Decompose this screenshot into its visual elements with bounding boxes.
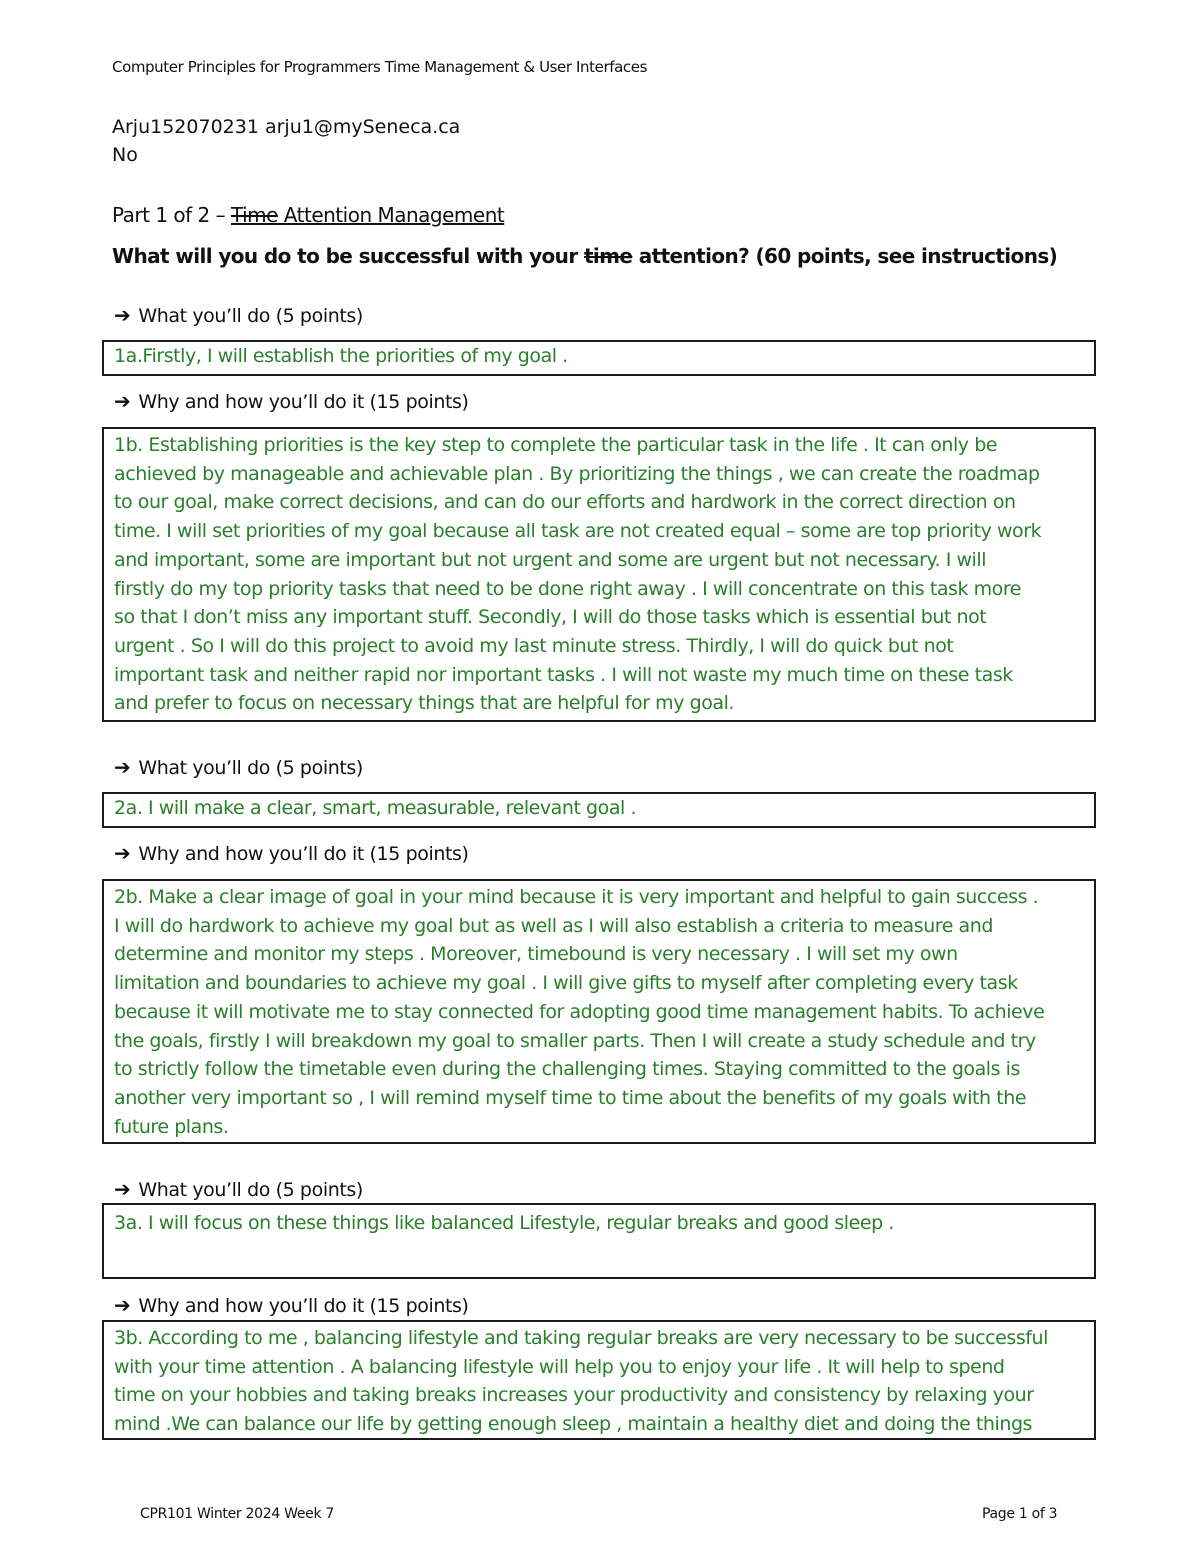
answer-line: the goals, firstly I will breakdown my goal to smaller parts. Then I will create a study schedule and try — [114, 1029, 1036, 1052]
prompt-label: Why and how you’ll do it (15 points) — [138, 843, 469, 865]
answer-line: and important, some are important but not urgent and some are urgent but not necessary. I will — [114, 548, 987, 571]
answer-line: achieved by manageable and achievable plan . By prioritizing the things , we can create the roadmap — [114, 462, 1040, 485]
answer-line: another very important so , I will remind myself time to time about the benefits of my goals with the — [114, 1086, 1027, 1109]
answer-line: determine and monitor my steps . Moreover, timebound is very necessary . I will set my own — [114, 943, 958, 966]
answer-line: 3b. According to me , balancing lifestyle and taking regular breaks are very necessary to be successful — [114, 1327, 1048, 1349]
answer-box-3a[interactable] — [102, 1203, 1096, 1279]
part-struck-word: Time — [231, 203, 278, 227]
answer-line: time. I will set priorities of my goal because all task are not created equal – some are top priority work — [114, 520, 1042, 543]
answer-line: time on your hobbies and taking breaks increases your productivity and consistency by relaxing your — [114, 1384, 1034, 1407]
question-prefix: What will you do to be successful with your — [112, 244, 584, 268]
prompt-label: What you’ll do (5 points) — [138, 305, 363, 327]
answer-line: because it will motivate me to stay connected for adopting good time management habits. To achieve — [114, 1000, 1045, 1023]
answer-line: limitation and boundaries to achieve my goal . I will give gifts to myself after completing every task — [114, 972, 1018, 995]
answer-line: so that I don’t miss any important stuff. Secondly, I will do those tasks which is essential but not — [114, 606, 987, 629]
prompt-what-3 — [114, 1177, 363, 1201]
answer-line: to strictly follow the timetable even during the challenging times. Staying committed to the goals is — [114, 1058, 1020, 1081]
part-title-underlined — [231, 203, 504, 227]
question-struck-word: time — [583, 244, 633, 268]
answer-box-1a[interactable] — [102, 340, 1096, 376]
prompt-why-2 — [114, 841, 469, 865]
part-title — [112, 203, 504, 227]
student-answer: No — [112, 144, 138, 166]
arrow-right-icon: ➔ — [114, 841, 131, 865]
prompt-why-3 — [114, 1293, 469, 1317]
answer-line: and prefer to focus on necessary things that are helpful for my goal. — [114, 692, 734, 715]
arrow-right-icon: ➔ — [114, 755, 131, 779]
answer-line: 2b. Make a clear image of goal in your mind because it is very important and helpful to gain success . — [114, 886, 1039, 908]
answer-line: 1a.Firstly, I will establish the priorities of my goal . — [114, 345, 568, 367]
arrow-right-icon: ➔ — [114, 1293, 131, 1317]
arrow-right-icon: ➔ — [114, 1177, 131, 1201]
prompt-label: What you’ll do (5 points) — [138, 1179, 363, 1201]
arrow-right-icon: ➔ — [114, 303, 131, 327]
answer-box-2a[interactable] — [102, 792, 1096, 828]
answer-line: firstly do my top priority tasks that need to be done right away . I will concentrate on this task more — [114, 577, 1022, 600]
prompt-label: Why and how you’ll do it (15 points) — [138, 1295, 469, 1317]
answer-line: with your time attention . A balancing lifestyle will help you to enjoy your life . It will help to spend — [114, 1355, 1005, 1378]
answer-line: future plans. — [114, 1115, 229, 1138]
answer-line: important task and neither rapid nor important tasks . I will not waste my much time on these task — [114, 663, 1013, 686]
prompt-why-1 — [114, 389, 469, 413]
answer-box-2b[interactable] — [102, 879, 1096, 1144]
answer-box-1b[interactable] — [102, 427, 1096, 722]
answer-line: to our goal, make correct decisions, and can do our efforts and hardwork in the correct direction on — [114, 491, 1016, 514]
answer-line: 1b. Establishing priorities is the key step to complete the particular task in the life . It can only be — [114, 434, 998, 456]
question-suffix: attention? (60 points, see instructions) — [632, 244, 1058, 268]
footer-course-week: CPR101 Winter 2024 Week 7 — [140, 1506, 335, 1522]
answer-line: I will do hardwork to achieve my goal but as well as I will also establish a criteria to measure and — [114, 914, 993, 937]
question-heading — [112, 244, 1057, 268]
part-prefix: Part 1 of 2 – — [112, 203, 231, 227]
answer-line: mind .We can balance our life by getting enough sleep , maintain a healthy diet and doing the things — [114, 1413, 1033, 1436]
part-title-rest: Attention Management — [277, 203, 505, 227]
answer-line: urgent . So I will do this project to avoid my last minute stress. Thirdly, I will do quick but not — [114, 634, 954, 657]
prompt-what-1 — [114, 303, 363, 327]
prompt-what-2 — [114, 755, 363, 779]
answer-line: 3a. I will focus on these things like balanced Lifestyle, regular breaks and good sleep . — [114, 1212, 894, 1234]
answer-line: 2a. I will make a clear, smart, measurable, relevant goal . — [114, 797, 637, 819]
page-header: Computer Principles for Programmers Time Management & User Interfaces — [112, 58, 647, 76]
prompt-label: What you’ll do (5 points) — [138, 757, 363, 779]
student-id-email: Arju152070231 arju1@mySeneca.ca — [112, 116, 461, 138]
answer-box-3b[interactable] — [102, 1320, 1096, 1440]
prompt-label: Why and how you’ll do it (15 points) — [138, 391, 469, 413]
footer-page-number: Page 1 of 3 — [982, 1506, 1058, 1522]
arrow-right-icon: ➔ — [114, 389, 131, 413]
